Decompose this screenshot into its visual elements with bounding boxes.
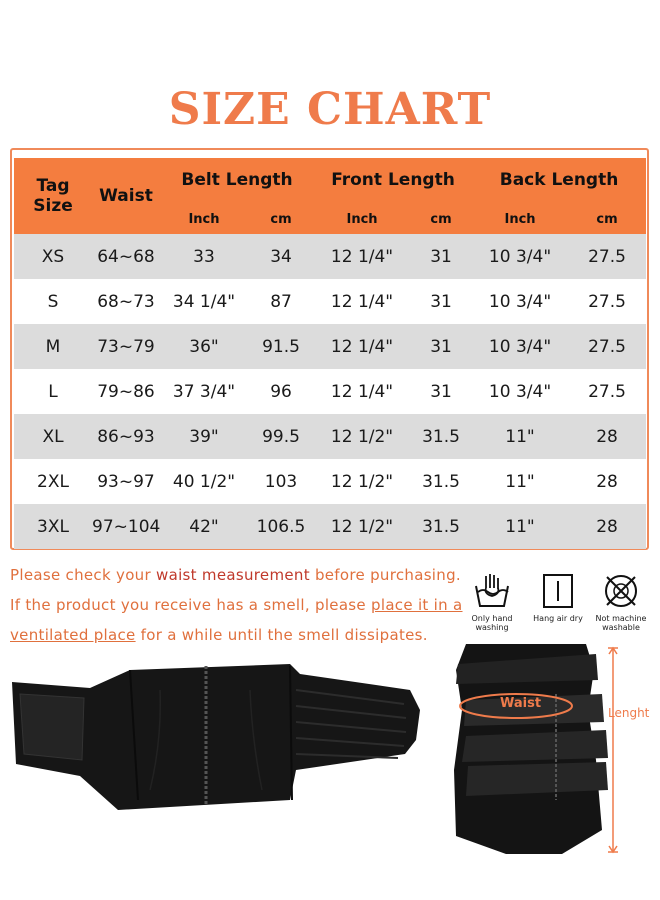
cell-back-inch: 10 3/4" [472,234,568,279]
cell-belt-inch: 42" [160,504,248,549]
note-text: If the product you receive has a smell, please [10,596,372,614]
care-no-machine [584,572,658,632]
note-text: for a while until the smell dissipates. [135,626,428,644]
cell-belt-cm: 34 [248,234,314,279]
note-line-2 [10,590,470,620]
cell-front-inch: 12 1/2" [314,459,410,504]
header-front-length: Front Length [314,158,472,212]
table-row [14,369,646,414]
cell-tag-size: L [14,369,92,414]
hand-wash-icon [472,572,512,610]
cell-tag-size: M [14,324,92,369]
cell-tag-size: 3XL [14,504,92,549]
table-row [14,324,646,369]
table-row [14,414,646,459]
cell-belt-inch: 34 1/4" [160,279,248,324]
care-hang-dry [532,572,584,623]
cell-back-cm: 27.5 [568,324,646,369]
cell-front-cm: 31.5 [410,414,472,459]
cell-front-inch: 12 1/2" [314,414,410,459]
header-front-cm: cm [410,212,472,234]
waist-trainer-flat-image [0,660,450,820]
note-text: Please check your [10,566,157,584]
cell-waist: 64~68 [92,234,160,279]
cell-front-cm: 31.5 [410,459,472,504]
cell-belt-cm: 91.5 [248,324,314,369]
header-front-inch: Inch [314,212,410,234]
cell-back-inch: 10 3/4" [472,279,568,324]
cell-waist: 68~73 [92,279,160,324]
cell-belt-cm: 99.5 [248,414,314,459]
header-back-inch: Inch [472,212,568,234]
cell-front-inch: 12 1/4" [314,234,410,279]
page-title: SIZE CHART [168,84,492,135]
note-line-3 [10,620,470,650]
cell-back-cm: 27.5 [568,234,646,279]
cell-belt-cm: 96 [248,369,314,414]
cell-belt-inch: 33 [160,234,248,279]
size-chart-table [14,158,646,549]
header-waist: Waist [92,158,160,234]
cell-waist: 86~93 [92,414,160,459]
waist-label: Waist [500,696,542,711]
care-label: Only hand washing [471,614,513,632]
purchase-notes [10,560,470,650]
cell-front-cm: 31 [410,324,472,369]
cell-back-cm: 27.5 [568,369,646,414]
cell-waist: 97~104 [92,504,160,549]
cell-tag-size: XS [14,234,92,279]
cell-back-cm: 28 [568,459,646,504]
hang-dry-icon [541,572,575,610]
note-line-1 [10,560,470,590]
cell-belt-inch: 40 1/2" [160,459,248,504]
header-belt-inch: Inch [160,212,248,234]
cell-waist: 73~79 [92,324,160,369]
no-machine-wash-icon [601,572,641,610]
cell-belt-cm: 87 [248,279,314,324]
cell-back-inch: 11" [472,459,568,504]
cell-belt-inch: 39" [160,414,248,459]
cell-tag-size: XL [14,414,92,459]
cell-back-cm: 27.5 [568,279,646,324]
cell-front-cm: 31.5 [410,504,472,549]
cell-belt-cm: 103 [248,459,314,504]
table-row [14,459,646,504]
cell-front-inch: 12 1/4" [314,324,410,369]
cell-front-cm: 31 [410,234,472,279]
header-belt-cm: cm [248,212,314,234]
table-row [14,234,646,279]
note-underlined: place it in a [371,596,463,614]
header-back-cm: cm [568,212,646,234]
note-underlined: ventilated place [10,626,136,644]
care-hand-wash [460,572,524,632]
cell-belt-inch: 37 3/4" [160,369,248,414]
cell-back-inch: 11" [472,504,568,549]
cell-tag-size: S [14,279,92,324]
cell-belt-inch: 36" [160,324,248,369]
header-back-length: Back Length [472,158,646,212]
cell-front-cm: 31 [410,369,472,414]
cell-front-inch: 12 1/4" [314,369,410,414]
note-text: before purchasing. [309,566,461,584]
note-highlight: waist measurement [156,566,310,584]
table-header-row [14,158,646,212]
cell-back-inch: 11" [472,414,568,459]
table-row [14,504,646,549]
cell-waist: 79~86 [92,369,160,414]
cell-waist: 93~97 [92,459,160,504]
cell-back-inch: 10 3/4" [472,369,568,414]
table-row [14,279,646,324]
cell-tag-size: 2XL [14,459,92,504]
cell-back-cm: 28 [568,504,646,549]
header-tag-size: Tag Size [14,158,92,234]
care-label: Hang air dry [533,614,583,623]
care-label: Not machine washable [595,614,647,632]
length-label: Lenght [608,706,650,720]
cell-front-inch: 12 1/4" [314,279,410,324]
waist-trainer-worn-image [436,640,656,880]
cell-back-cm: 28 [568,414,646,459]
cell-front-cm: 31 [410,279,472,324]
cell-back-inch: 10 3/4" [472,324,568,369]
cell-belt-cm: 106.5 [248,504,314,549]
cell-front-inch: 12 1/2" [314,504,410,549]
header-belt-length: Belt Length [160,158,314,212]
